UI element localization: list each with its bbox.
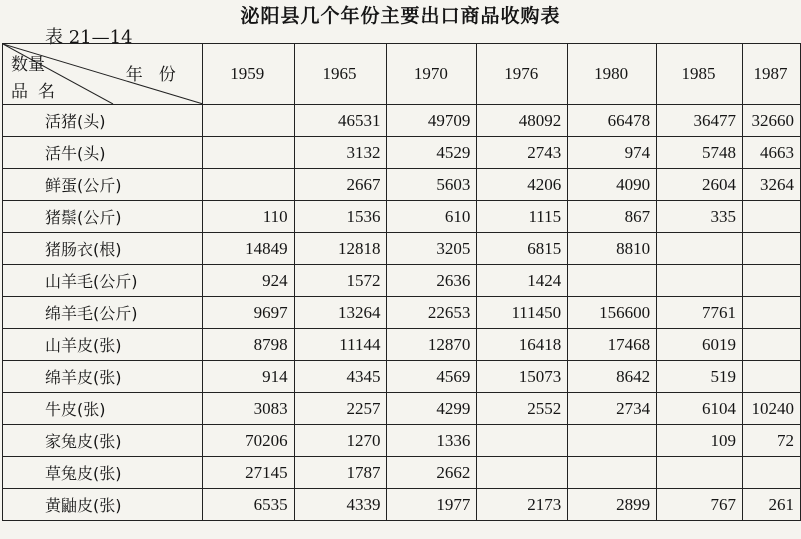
value-cell (477, 457, 568, 489)
value-cell: 4206 (477, 169, 568, 201)
value-cell (568, 265, 657, 297)
value-cell: 2257 (294, 393, 387, 425)
value-cell: 8642 (568, 361, 657, 393)
value-cell: 4345 (294, 361, 387, 393)
value-cell: 1572 (294, 265, 387, 297)
value-cell: 1977 (387, 489, 477, 521)
corner-item-label: 品名 (11, 82, 65, 102)
year-header: 1976 (477, 44, 568, 105)
value-cell (477, 425, 568, 457)
value-cell: 27145 (202, 457, 294, 489)
value-cell: 924 (202, 265, 294, 297)
value-cell: 2899 (568, 489, 657, 521)
value-cell: 14849 (202, 233, 294, 265)
table-row (3, 489, 801, 521)
value-cell: 6815 (477, 233, 568, 265)
value-cell: 11144 (294, 329, 387, 361)
value-cell (657, 233, 743, 265)
item-name: 猪肠衣(根) (3, 233, 203, 265)
item-name: 牛皮(张) (3, 393, 203, 425)
value-cell: 111450 (477, 297, 568, 329)
value-cell: 2667 (294, 169, 387, 201)
value-cell: 974 (568, 137, 657, 169)
value-cell: 4529 (387, 137, 477, 169)
value-cell: 32660 (742, 105, 800, 137)
corner-header (3, 44, 203, 105)
item-name: 草兔皮(张) (3, 457, 203, 489)
table-row (3, 105, 801, 137)
value-cell: 15073 (477, 361, 568, 393)
value-cell: 3132 (294, 137, 387, 169)
item-name: 猪鬃(公斤) (3, 201, 203, 233)
value-cell: 17468 (568, 329, 657, 361)
value-cell: 109 (657, 425, 743, 457)
value-cell: 335 (657, 201, 743, 233)
value-cell (657, 265, 743, 297)
value-cell (202, 169, 294, 201)
value-cell (202, 105, 294, 137)
item-name: 绵羊毛(公斤) (3, 297, 203, 329)
table-row (3, 361, 801, 393)
value-cell: 4090 (568, 169, 657, 201)
value-cell: 156600 (568, 297, 657, 329)
value-cell: 110 (202, 201, 294, 233)
table-number: 表 21—14 (45, 27, 133, 48)
value-cell: 12818 (294, 233, 387, 265)
table-body (3, 105, 801, 521)
table-row (3, 425, 801, 457)
value-cell: 49709 (387, 105, 477, 137)
item-name: 活猪(头) (3, 105, 203, 137)
value-cell: 16418 (477, 329, 568, 361)
corner-quantity-label: 数量 (11, 55, 45, 75)
corner-year-label: 年份 (125, 65, 192, 85)
value-cell: 66478 (568, 105, 657, 137)
value-cell: 610 (387, 201, 477, 233)
table-row (3, 393, 801, 425)
value-cell (657, 457, 743, 489)
table-row (3, 265, 801, 297)
item-name: 山羊毛(公斤) (3, 265, 203, 297)
item-name: 活牛(头) (3, 137, 203, 169)
value-cell: 2743 (477, 137, 568, 169)
value-cell (742, 361, 800, 393)
item-name: 鲜蛋(公斤) (3, 169, 203, 201)
item-name: 黄鼬皮(张) (3, 489, 203, 521)
year-header: 1970 (387, 44, 477, 105)
value-cell: 6019 (657, 329, 743, 361)
value-cell: 4569 (387, 361, 477, 393)
value-cell: 2173 (477, 489, 568, 521)
year-header: 1985 (657, 44, 743, 105)
value-cell: 10240 (742, 393, 800, 425)
value-cell: 4339 (294, 489, 387, 521)
value-cell: 70206 (202, 425, 294, 457)
value-cell: 6104 (657, 393, 743, 425)
value-cell: 7761 (657, 297, 743, 329)
year-header: 1965 (294, 44, 387, 105)
year-header: 1987 (742, 44, 800, 105)
table-row (3, 233, 801, 265)
value-cell: 2734 (568, 393, 657, 425)
value-cell: 9697 (202, 297, 294, 329)
item-name: 山羊皮(张) (3, 329, 203, 361)
table-row (3, 137, 801, 169)
value-cell (568, 425, 657, 457)
table-row (3, 457, 801, 489)
value-cell: 261 (742, 489, 800, 521)
value-cell: 2636 (387, 265, 477, 297)
value-cell: 6535 (202, 489, 294, 521)
value-cell: 5748 (657, 137, 743, 169)
value-cell (742, 201, 800, 233)
table-row (3, 297, 801, 329)
year-header: 1980 (568, 44, 657, 105)
value-cell: 36477 (657, 105, 743, 137)
value-cell: 867 (568, 201, 657, 233)
item-name: 绵羊皮(张) (3, 361, 203, 393)
value-cell: 914 (202, 361, 294, 393)
value-cell: 1270 (294, 425, 387, 457)
value-cell: 2662 (387, 457, 477, 489)
value-cell: 13264 (294, 297, 387, 329)
value-cell: 8798 (202, 329, 294, 361)
value-cell: 1787 (294, 457, 387, 489)
value-cell: 3083 (202, 393, 294, 425)
purchase-table (2, 43, 801, 521)
value-cell (568, 457, 657, 489)
value-cell: 3205 (387, 233, 477, 265)
value-cell: 4299 (387, 393, 477, 425)
value-cell (202, 137, 294, 169)
value-cell: 5603 (387, 169, 477, 201)
value-cell: 1536 (294, 201, 387, 233)
value-cell: 519 (657, 361, 743, 393)
value-cell: 1115 (477, 201, 568, 233)
value-cell: 46531 (294, 105, 387, 137)
value-cell: 767 (657, 489, 743, 521)
value-cell: 12870 (387, 329, 477, 361)
value-cell: 2552 (477, 393, 568, 425)
value-cell (742, 329, 800, 361)
value-cell: 48092 (477, 105, 568, 137)
value-cell: 1336 (387, 425, 477, 457)
value-cell: 2604 (657, 169, 743, 201)
value-cell: 8810 (568, 233, 657, 265)
item-name: 家兔皮(张) (3, 425, 203, 457)
table-row (3, 329, 801, 361)
year-header: 1959 (202, 44, 294, 105)
value-cell: 4663 (742, 137, 800, 169)
value-cell (742, 265, 800, 297)
page-title: 泌阳县几个年份主要出口商品收购表 (240, 5, 561, 27)
header-row (3, 44, 801, 105)
value-cell (742, 233, 800, 265)
value-cell (742, 297, 800, 329)
table-row (3, 201, 801, 233)
table-row (3, 169, 801, 201)
value-cell: 3264 (742, 169, 800, 201)
value-cell: 1424 (477, 265, 568, 297)
value-cell: 22653 (387, 297, 477, 329)
value-cell (742, 457, 800, 489)
value-cell: 72 (742, 425, 800, 457)
